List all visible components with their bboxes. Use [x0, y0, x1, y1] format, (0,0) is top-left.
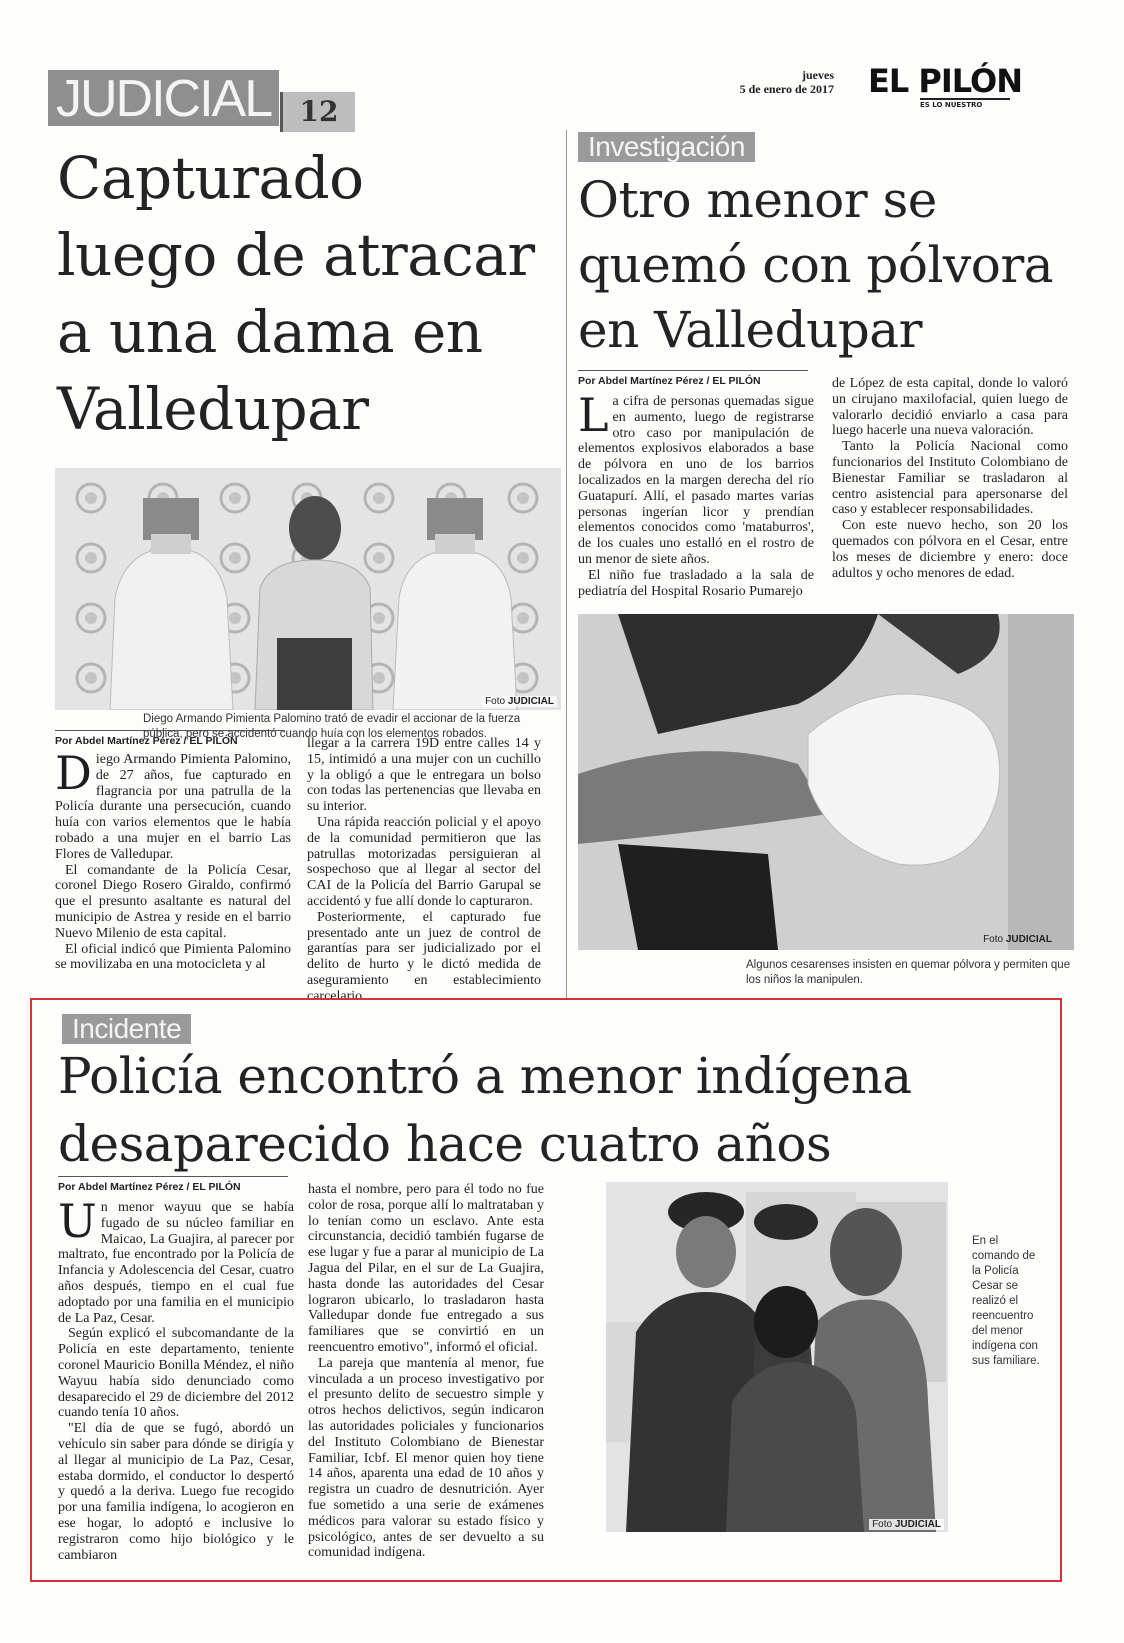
article3-side-caption: En el comando de la Policía Cesar se realizó el reencuentro del menor indígena con sus familiare. [972, 1235, 1040, 1367]
article1-headline: Capturado luego de atracar a una dama en Valledupar [57, 144, 535, 443]
article1-byline: Por Abdel Martínez Pérez / EL PILÓN [55, 730, 285, 747]
arrest-photo-image [55, 468, 561, 710]
article3-column-2: hasta el nombre, pero para él todo no fue color de rosa, porque allí lo maltrataban y lo tenían como un esclavo. Ante esta circunstancia, decidió también fugarse de ese lugar y fue a parar al municipio de La Jagua del Pilar, en el sur de La Guajira, hasta donde las autoridades del Cesar lograron ubicarlo, lo trasladaron hasta Valledupar donde fue entregado a sus familiares que se convirtió en un reencuentro emotivo", informó el oficial. La pareja que mantenía al menor, fue vinculada a un proceso investigativo por el presunto delito de secuestro simple y otros hechos delictivos, según indicaron las autoridades policiales y funcionarios del Instituto Colombiano de Bienestar Familiar, Icbf. El menor quien hoy tiene 14 años, aparenta una edad de 10 años y registra un cuadro de desnutrición. Ayer fue sometido a una serie de exámenes médicos para valorar su estado físico y psicológico, antes de ser devuelto a su comunidad indígena. [308, 1182, 544, 1561]
article-polvora [578, 132, 1078, 1002]
fireworks-photo-image [578, 614, 1074, 950]
article2-photo [578, 614, 1074, 950]
article2-tag: Investigación [578, 132, 755, 162]
article1-caption: Diego Armando Pimienta Palomino trató de evadir el accionar de la fuerza pública, pero se accidentó cuando huía con los elementos robados. [143, 713, 521, 740]
section-header [48, 70, 358, 138]
page-number: 12 [280, 92, 355, 132]
article2-dropcap: L [578, 388, 609, 442]
article-menor-indigena [30, 998, 1062, 1582]
masthead-date [740, 68, 834, 96]
article2-column-2: de López de esta capital, donde lo valoró un cirujano maxilofacial, quien luego de valorarlo decidió enviarlo a casa para luego hacerle una nueva valoración. Tanto la Policía Nacional como funcionarios del Instituto Colombiano de Bienestar Familiar se trasladaron al centro asistencial para apersonarse del caso y establecer responsabilidades. Con este nuevo hecho, son 20 los quemados con pólvora en el Cesar, entre los meses de diciembre y enero: doce adultos y ocho menores de edad. [832, 376, 1068, 581]
article2-caption: Algunos cesarenses insisten en quemar pólvora y permiten que los niños la manipulen. [746, 959, 1071, 986]
brand-tagline: ES LO NUESTRO [920, 98, 1010, 109]
brand-logo [868, 64, 1058, 109]
article1-column-2: llegar a la carrera 19D entre calles 14 y 15, intimidó a una mujer con un cuchillo y la obligó a que le entregara un bolso con todas las pertenencias que llevaba en su interior. Una rápida reacción policial y el apoyo de la comunidad permitieron que las patrullas motorizadas persiguieran al sospechoso que al llegar al sector del CAI de la Policía del Barrio Garupal se accidentó y fue allí donde lo capturaron. Posteriormente, el capturado fue presentado ante un juez de control de garantías para ser judicializado por el delito de hurto y le dictó medida de aseguramiento en establecimiento carcelario. [307, 736, 541, 1004]
article3-dropcap: U [58, 1194, 97, 1248]
article-capturado [55, 140, 563, 1005]
article2-headline: Otro menor se quemó con pólvora en Valledupar [578, 171, 1054, 359]
article1-photo-credit: Foto JUDICIAL [482, 696, 557, 707]
article2-column-1: La cifra de personas quemadas sigue en aumento, luego de registrarse otro caso por manipulación de elementos explosivos elaborados a base de pólvora en uno de los barrios localizados en la margen derecha del río Guatapurí. Allí, el pasado martes varias personas ingerían licor y prendían elementos conocidos como 'mataburros', de los cuales uno estalló en el rostro de un menor de siete años. El niño fue trasladado a la sala de pediatría del Hospital Rosario Pumarejo [578, 388, 814, 599]
article3-photo [606, 1182, 948, 1532]
article3-tag: Incidente [62, 1014, 191, 1044]
article3-byline: Por Abdel Martínez Pérez / EL PILÓN [58, 1176, 288, 1193]
brand-name: EL PILÓN [868, 62, 1022, 100]
section-title: JUDICIAL [48, 70, 279, 126]
article1-dropcap: D [55, 746, 92, 800]
masthead-weekday: jueves [802, 68, 834, 82]
article2-photo-credit: Foto JUDICIAL [983, 934, 1052, 945]
reunion-photo-image [606, 1182, 948, 1532]
article2-byline: Por Abdel Martínez Pérez / EL PILÓN [578, 370, 808, 387]
article3-column-1: Un menor wayuu que se había fugado de su núcleo familiar en Maicao, La Guajira, al parecer por maltrato, fue encontrado por la Policía de Infancia y Adolescencia del Cesar, cuatro años después, tiempo en el cual fue adoptado por una familia en el municipio de La Paz, Cesar. Según explicó el subcomandante de la Policía en este departamento, teniente coronel Mauricio Bonilla Méndez, el niño Wayuu había sido denunciado como desaparecido el 29 de diciembre del 2012 cuando tenía 10 años. "El día de que se fugó, abordó un vehículo sin saber para dónde se dirigía y al llegar al municipio de La Paz, Cesar, estaba dormido, el conductor lo despertó y quedó a la deriva. Luego fue recogido por una familia indígena, lo acogieron en ese hogar, lo adoptó e inclusive lo registraron como hijo biológico y le cambiaron [58, 1194, 294, 1563]
article3-headline: Policía encontró a menor indígena desaparecido hace cuatro años [58, 1047, 912, 1173]
masthead-date-text: 5 de enero de 2017 [739, 82, 834, 96]
article1-column-1: Diego Armando Pimienta Palomino, de 27 años, fue capturado en flagrancia por una patrulla de la Policía durante una persecución, cuando huía con varios elementos que le había robado a una mujer en el barrio Las Flores de Valledupar. El comandante de la Policía Cesar, coronel Diego Rosero Giraldo, confirmó que el presunto asaltante es natural del municipio de Astrea y reside en el barrio Nuevo Milenio de esta capital. El oficial indicó que Pimienta Palomino se movilizaba en una motocicleta y al [55, 746, 291, 973]
column-divider [566, 130, 567, 1000]
article3-photo-credit: Foto JUDICIAL [869, 1519, 944, 1530]
article1-photo [55, 468, 561, 710]
